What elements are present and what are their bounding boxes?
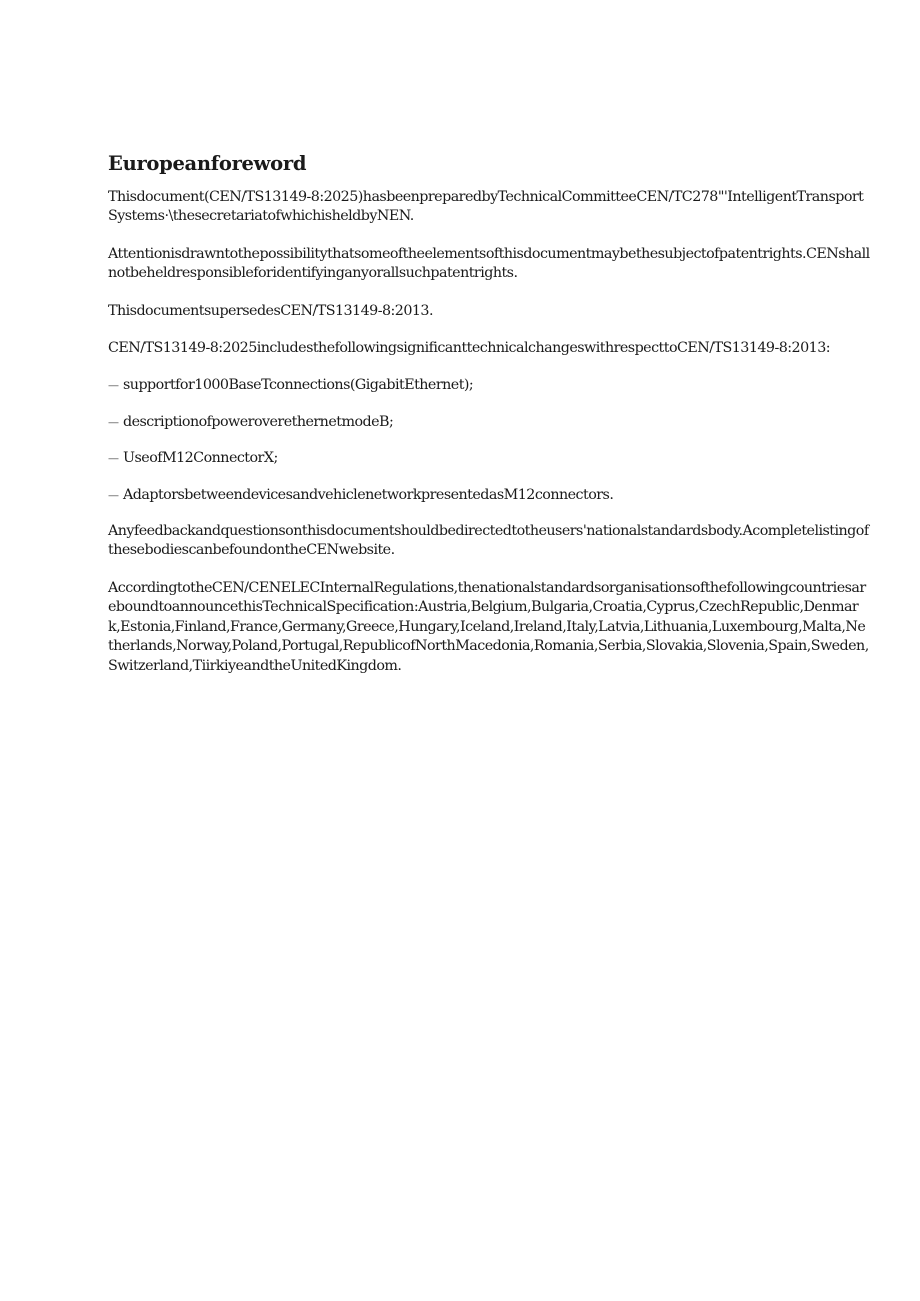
change-text: supportfor1000BaseTconnections(GigabitEthernet); — [123, 377, 474, 394]
change-text: AdaptorsbetweendevicesandvehiclenetworkpresentedasM12connectors. — [123, 486, 614, 503]
paragraph-patent-rights: Attentionisdrawntothepossibilitythatsomeoftheelementsofthisdocumentmaybethesubjectofpatentrights.CENshallnotbeheldresponsibleforidentifyinganyorallsuchpatentrights. — [108, 245, 870, 282]
section-heading: Europeanforeword — [108, 152, 307, 175]
change-text: descriptionofpoweroverethernetmodeB; — [123, 413, 394, 430]
change-list-item — [108, 486, 870, 505]
paragraph-national-standards: AccordingtotheCEN/CENELECInternalRegulations,thenationalstandardsorganisationsofthefollowingcountriesareboundtoannouncethisTechnicalSpecification:Austria,Belgium,Bulgaria,Croatia,Cyprus,CzechRepublic,Denmark,Estonia,Finland,France,Germany,Greece,Hungary,Iceland,Ireland,Italy,Latvia,Lithuania,Luxembourg,Malta,Netherlands,Norway,Poland,Portugal,RepublicofNorthMacedonia,Romania,Serbia,Slovakia,Slovenia,Spain,Sweden,Switzerland,TiirkiyeandtheUnitedKingdom. — [108, 579, 869, 674]
document-page — [108, 150, 870, 693]
dash-bullet-icon — [108, 486, 123, 505]
dash-bullet-icon — [108, 449, 123, 468]
change-list-item — [108, 413, 870, 432]
paragraph-supersedes: ThisdocumentsupersedesCEN/TS13149-8:2013. — [108, 302, 433, 319]
dash-bullet-icon — [108, 376, 123, 395]
dash-bullet-icon — [108, 413, 123, 432]
paragraph-changes-intro: CEN/TS13149-8:2025includesthefollowingsignificanttechnicalchangeswithrespecttoCEN/TS13149-8:2013: — [108, 340, 831, 357]
paragraph-preparation: Thisdocument(CEN/TS13149-8:2025)hasbeenpreparedbyTechnicalCommitteeCEN/TC278"'IntelligentTransportSystems·\thesecretariatofwhichisheldbyNEN. — [108, 189, 864, 225]
change-list-item — [108, 449, 870, 468]
change-list-item — [108, 376, 870, 395]
change-text: UseofM12ConnectorX; — [123, 450, 278, 467]
paragraph-feedback: Anyfeedbackandquestionsonthisdocumentshouldbedirectedtotheusers'nationalstandardsbody.AcompletelistingofthesebodiescanbefoundontheCENwebsite. — [108, 523, 869, 559]
